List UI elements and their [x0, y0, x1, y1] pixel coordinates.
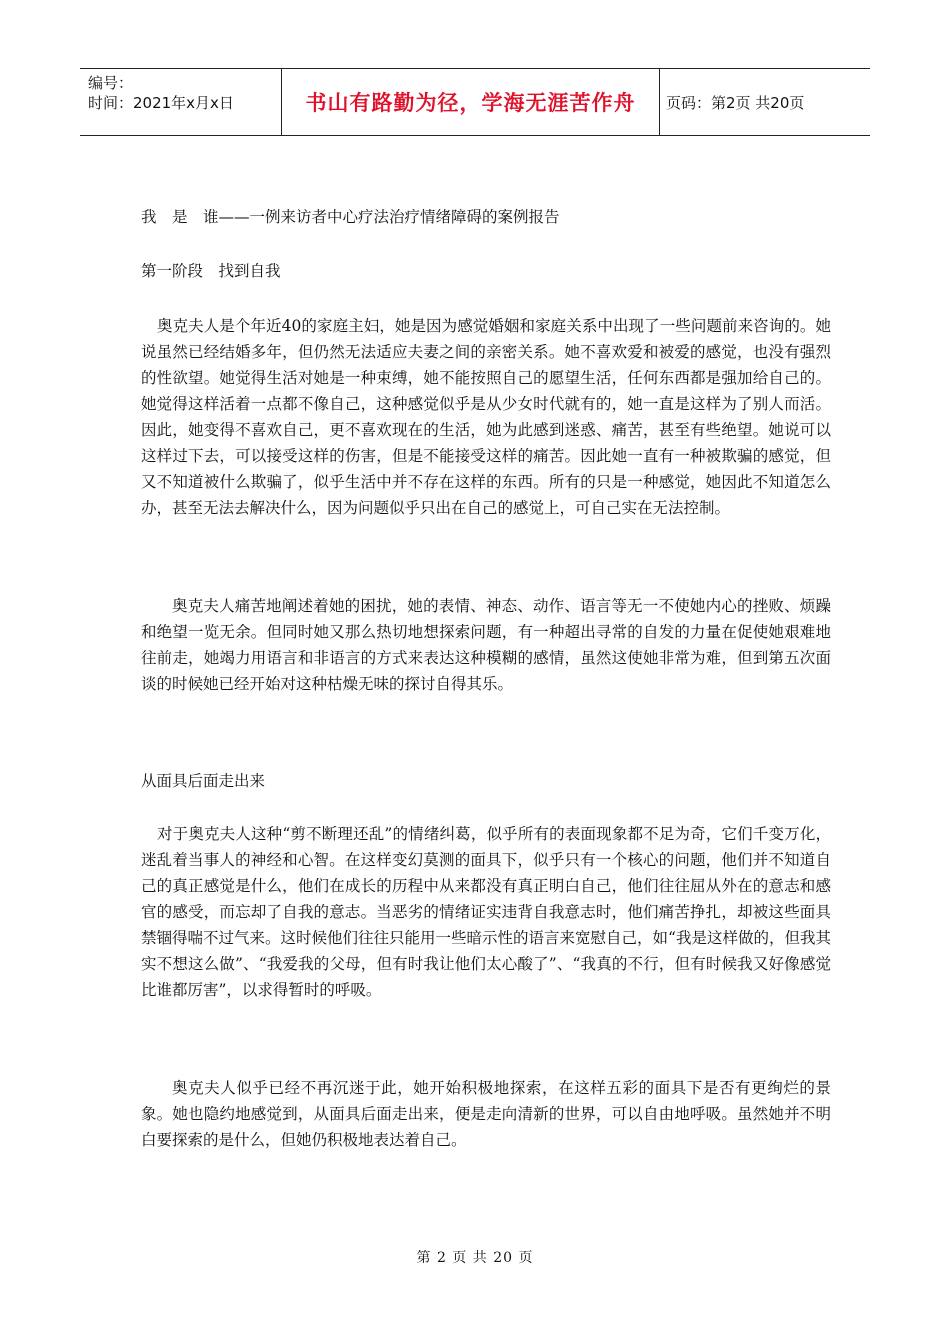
- paragraph-2: 奥克夫人痛苦地阐述着她的困扰，她的表情、神态、动作、语言等无一不使她内心的挫败、烦躁和绝望一览无余。但同时她又那么热切地想探索问题，有一种超出寻常的自发的力量在促使她艰难地往前走，她竭力用语言和非语言的方式来表达这种模糊的感情，虽然这使她非常为难，但到第五次面谈的时候她已经开始对这种枯燥无味的探讨自得其乐。: [141, 597, 831, 693]
- section2-title: 从面具后面走出来: [141, 772, 266, 790]
- section1-title: 第一阶段 找到自我: [141, 262, 281, 280]
- document-header: [80, 68, 870, 136]
- document-title: 我 是 谁——一例来访者中心疗法治疗情绪障碍的案例报告: [141, 208, 560, 226]
- paragraph-3: 对于奥克夫人这种“剪不断理还乱”的情绪纠葛，似乎所有的表面现象都不足为奇，它们千变万化，迷乱着当事人的神经和心智。在这样变幻莫测的面具下，似乎只有一个核心的问题，他们并不知道自己的真正感觉是什么，他们在成长的历程中从来都没有真正明白自己，他们往往屈从外在的意志和感官的感受，而忘却了自我的意志。当恶劣的情绪证实违背自我意志时，他们痛苦挣扎，却被这些面具禁锢得喘不过气来。这时候他们往往只能用一些暗示性的语言来宽慰自己，如“我是这样做的，但我其实不想这么做”、“我爱我的父母，但有时我让他们太心酸了”、“我真的不行，但有时候我又好像感觉比谁都厉害”，以求得暂时的呼吸。: [141, 825, 831, 999]
- time-label: 时间：2021年x月x日: [88, 94, 234, 112]
- number-label: 编号：: [88, 74, 134, 92]
- header-meta: [80, 69, 282, 135]
- paragraph-1: 奥克夫人是个年近40的家庭主妇，她是因为感觉婚姻和家庭关系中出现了一些问题前来咨询的。她说虽然已经结婚多年，但仍然无法适应夫妻之间的亲密关系。她不喜欢爱和被爱的感觉，也没有强烈的性欲望。她觉得生活对她是一种束缚，她不能按照自己的愿望生活，任何东西都是强加给自己的。她觉得这样活着一点都不像自己，这种感觉似乎是从少女时代就有的，她一直是这样为了别人而活。因此，她变得不喜欢自己，更不喜欢现在的生活，她为此感到迷惑、痛苦，甚至有些绝望。她说可以这样过下去，可以接受这样的伤害，但是不能接受这样的痛苦。因此她一直有一种被欺骗的感觉，但又不知道被什么欺骗了，似乎生活中并不存在这样的东西。所有的只是一种感觉，她因此不知道怎么办，甚至无法去解决什么，因为问题似乎只出在自己的感觉上，可自己实在无法控制。: [141, 317, 831, 517]
- document-body: [141, 205, 831, 1153]
- paragraph-4: 奥克夫人似乎已经不再沉迷于此，她开始积极地探索，在这样五彩的面具下是否有更绚烂的景象。她也隐约地感觉到，从面具后面走出来，便是走向清新的世界，可以自由地呼吸。虽然她并不明白要探索的是什么，但她仍积极地表达着自己。: [141, 1079, 831, 1149]
- page-footer: 第 2 页 共 20 页: [416, 1250, 534, 1266]
- header-motto: 书山有路勤为径，学海无涯苦作舟: [282, 69, 660, 135]
- header-page-info: 页码：第2页 共20页: [666, 93, 805, 112]
